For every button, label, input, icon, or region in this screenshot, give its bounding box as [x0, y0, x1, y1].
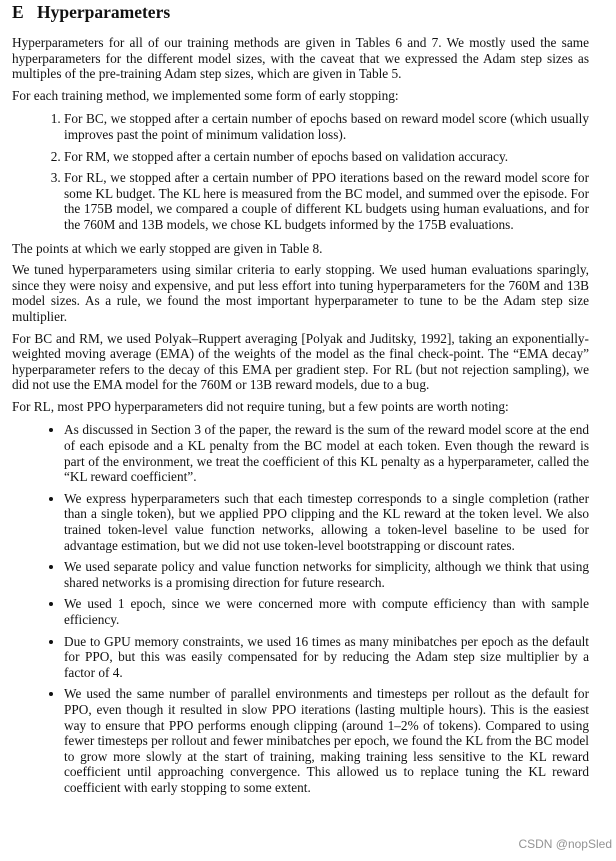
list-item: • Due to GPU memory constraints, we used 16 times as many minibatches per epoch as the default for PPO, but this was easily compensated for by reducing the Adam step size multiplier by a factor of 4. — [64, 634, 589, 681]
paragraph-table-8: The points at which we early stopped are given in Table 8. — [12, 240, 323, 256]
list-item: 2. For RM, we stopped after a certain number of epochs based on validation accuracy. — [64, 149, 589, 165]
early-stopping-list — [12, 111, 589, 232]
list-item: • We used the same number of parallel environments and timesteps per rollout as the default for PPO, even though it resulted in slow PPO iterations (lasting multiple hours). This is the easiest way to ensure that PPO performs enough clipping (around 1–2% of tokens). Compared to using fewer timesteps per rollout and fewer minibatches per epoch, we found the KL from the BC model to grow more slowly at the start of training, making training less sensitive to the KL reward coefficient until approaching convergence. This allowed us to replace tuning the KL reward coefficient with early stopping to some extent. — [64, 686, 589, 795]
paragraph-early-stopping-intro: For each training method, we implemented some form of early stopping: — [12, 87, 399, 103]
watermark: CSDN @nopSled — [518, 837, 612, 851]
section-title: Hyperparameters — [37, 2, 171, 22]
list-item: • We used 1 epoch, since we were concerned more with compute efficiency than with sample efficiency. — [64, 596, 589, 627]
list-item: • As discussed in Section 3 of the paper, the reward is the sum of the reward model score at the end of each episode and a KL penalty from the BC model at each token. Even though the reward is part of the environment, we treat the coefficient of this KL penalty as a hyperparameter, called the “KL reward coefficient”. — [64, 422, 589, 484]
list-item: 1. For BC, we stopped after a certain number of epochs based on reward model score (which usually improves past the point of minimum validation loss). — [64, 111, 589, 142]
paragraph-ppo-intro: For RL, most PPO hyperparameters did not require tuning, but a few points are worth noting: — [12, 398, 509, 414]
paragraph-intro: Hyperparameters for all of our training methods are given in Tables 6 and 7. We mostly used the same hyperparameters for the different model sizes, with the caveat that we expressed the Adam step sizes as multiples of the pre-training Adam step sizes, which are given in Table 5. — [12, 35, 589, 82]
ppo-notes-list — [12, 422, 589, 795]
list-item: • We used separate policy and value function networks for simplicity, although we think that using shared networks is a promising direction for future research. — [64, 559, 589, 590]
section-number: E — [12, 2, 24, 22]
paper-page — [12, 0, 589, 802]
section-heading — [12, 0, 589, 23]
paragraph-ema: For BC and RM, we used Polyak–Ruppert averaging [Polyak and Juditsky, 1992], taking an exponentially-weighted moving average (EMA) of the weights of the model as the final check-point. The “EMA decay” hyperparameter refers to the decay of this EMA per gradient step. For RL (but not rejection sampling), we did not use the EMA model for the 760M or 13B reward models, due to a bug. — [12, 330, 589, 393]
list-item: • We express hyperparameters such that each timestep corresponds to a single completion (rather than a single token), but we applied PPO clipping and the KL reward at the token level. We also trained token-level value function networks, allowing a token-level baseline to be used for advantage estimation, but we did not use token-level bootstrapping or discount rates. — [64, 491, 589, 553]
paragraph-tuning: We tuned hyperparameters using similar criteria to early stopping. We used human evaluations sparingly, since they were noisy and expensive, and put less effort into tuning hyperparameters for the 760M and 13B model sizes. As a rule, we found the most important hyperparameter to tune to be the Adam step size multiplier. — [12, 262, 589, 324]
list-item: 3. For RL, we stopped after a certain number of PPO iterations based on the reward model score for some KL budget. The KL here is measured from the BC model, and summed over the episode. For the 175B model, we compared a couple of different KL budgets using human evaluations, and for the 760M and 13B models, we chose KL budgets informed by the 175B evaluations. — [64, 170, 589, 232]
